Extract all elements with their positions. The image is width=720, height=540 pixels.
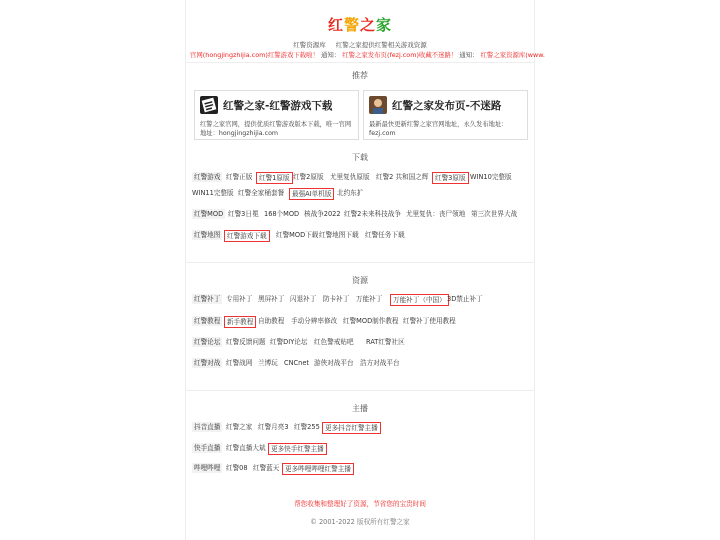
- link-item-highlight[interactable]: 更多抖音红警主播: [322, 422, 381, 434]
- category-label: 红警对战: [194, 359, 221, 367]
- link-item-highlight[interactable]: 最强AI单机版: [289, 188, 334, 200]
- link-item[interactable]: 核战争2022: [304, 210, 341, 218]
- link-item[interactable]: 红警3日冕: [228, 210, 259, 218]
- link-item[interactable]: 红警255: [294, 423, 320, 431]
- section-title-download: 下载: [352, 153, 368, 162]
- link-item[interactable]: 红警正版: [226, 173, 253, 181]
- link-item[interactable]: 防卡补丁: [323, 295, 350, 303]
- footer-copyright: © 2001-2022 版权所有红警之家: [310, 518, 410, 526]
- footer-note: 帮您收集和整理好了资源，节省您的宝贵时间: [294, 500, 426, 508]
- link-item-highlight[interactable]: 更多哔哩哔哩红警主播: [282, 463, 354, 475]
- divider: [186, 262, 534, 263]
- link-item[interactable]: 红警战网: [226, 359, 253, 367]
- logo-char-3: 之: [360, 16, 377, 34]
- page-container: [185, 0, 545, 540]
- logo-char-2: 警: [343, 16, 360, 34]
- link-item[interactable]: 红警月亮3: [258, 423, 289, 431]
- category-label: 红警补丁: [194, 295, 221, 303]
- link-item[interactable]: 红警反馈问题: [226, 338, 266, 346]
- card-desc: 最新最快更新红警之家官网地址，永久发布地址：fezj.com: [369, 121, 508, 137]
- link-item[interactable]: 168个MOD: [264, 210, 300, 218]
- link-item[interactable]: 浩方对战平台: [360, 359, 400, 367]
- link-item[interactable]: 红警08: [226, 464, 248, 472]
- link-item[interactable]: 3D禁止补丁: [447, 295, 483, 303]
- link-item[interactable]: 自助教程: [258, 317, 285, 325]
- section-title-featured: 推荐: [352, 71, 368, 80]
- notice-label-1: 通知：: [321, 51, 341, 59]
- link-item[interactable]: WIN11完整版: [192, 189, 234, 197]
- category-label: 红警论坛: [194, 338, 221, 346]
- tagline-b: 红警之家提供红警相关游戏资源: [335, 41, 427, 49]
- link-item[interactable]: 红警2 共和国之辉: [376, 173, 429, 181]
- category-label: 抖音直播: [194, 423, 221, 431]
- link-item-highlight[interactable]: 红警游戏下载: [224, 230, 270, 242]
- category-label: 哔哩哔哩: [194, 464, 221, 472]
- divider: [186, 62, 534, 63]
- featured-card-1[interactable]: [194, 90, 359, 140]
- link-item-highlight[interactable]: 红警3原版: [432, 172, 469, 184]
- link-item[interactable]: RAT红警社区: [366, 338, 405, 346]
- link-item[interactable]: 红警直播大斌: [226, 444, 266, 452]
- link-item[interactable]: 红警2未来科技战争: [344, 210, 401, 218]
- link-item[interactable]: 游侠对战平台: [314, 359, 354, 367]
- link-item[interactable]: 手动分辨率修改: [291, 317, 338, 325]
- link-item[interactable]: 红警补丁使用教程: [403, 317, 456, 325]
- notice-text-2[interactable]: 红警之家发布页(fezj.com)收藏不迷路！: [342, 51, 458, 59]
- link-item[interactable]: 尤里复仇原版: [330, 173, 370, 181]
- logo-char-4: 家: [376, 16, 393, 34]
- link-item-highlight[interactable]: 万能补丁（中国）: [390, 294, 449, 306]
- section-title-streams: 主播: [352, 404, 368, 413]
- link-item[interactable]: 红警地图下载: [319, 231, 359, 239]
- link-item[interactable]: WIN10完整版: [470, 173, 512, 181]
- link-item[interactable]: 红警蓝天: [253, 464, 280, 472]
- link-item[interactable]: 红警MOD下载: [276, 231, 319, 239]
- divider: [186, 390, 534, 391]
- link-item[interactable]: 第三次世界大战: [471, 210, 518, 218]
- site-logo[interactable]: [186, 14, 534, 35]
- link-item-highlight[interactable]: 红警1原版: [256, 172, 293, 184]
- category-label: 红警教程: [194, 317, 221, 325]
- notice-ticker[interactable]: [190, 50, 545, 60]
- notice-text-1[interactable]: 官网(hongjingzhijia.com)红警游戏下载啦！: [190, 51, 319, 59]
- site-icon: [200, 96, 218, 114]
- link-item[interactable]: 兰博玩: [258, 359, 278, 367]
- link-item[interactable]: 北约东扩: [337, 189, 364, 197]
- avatar-icon: [369, 96, 387, 114]
- site-tagline: [186, 40, 534, 49]
- link-item[interactable]: 黑屏补丁: [258, 295, 285, 303]
- link-item[interactable]: 红色警戒贴吧: [314, 338, 354, 346]
- link-item[interactable]: CNCnet: [284, 359, 309, 367]
- notice-label-2: 通知：: [459, 51, 479, 59]
- link-item[interactable]: 红警之家: [226, 423, 253, 431]
- featured-card-2[interactable]: [363, 90, 528, 140]
- link-item[interactable]: 红警任务下载: [365, 231, 405, 239]
- card-title: 红警之家发布页-不迷路: [392, 100, 502, 112]
- category-label: 红警地图: [194, 231, 221, 239]
- link-item[interactable]: 红警DIY论坛: [270, 338, 308, 346]
- link-item[interactable]: 万能补丁: [356, 295, 383, 303]
- link-item[interactable]: 红警2原版: [293, 173, 324, 181]
- link-item[interactable]: 闪退补丁: [290, 295, 317, 303]
- link-item[interactable]: 专用补丁: [226, 295, 253, 303]
- logo-char-1: 红: [327, 16, 344, 34]
- link-item-highlight[interactable]: 新手教程: [224, 316, 256, 328]
- link-item[interactable]: 红警MOD制作教程: [343, 317, 399, 325]
- link-item-highlight[interactable]: 更多快手红警主播: [268, 443, 327, 455]
- notice-text-3[interactable]: 红警之家资源库(www.: [480, 51, 545, 59]
- card-title: 红警之家-红警游戏下载: [223, 100, 333, 112]
- tagline-a: 红警资源库: [293, 41, 326, 49]
- section-title-resources: 资源: [352, 276, 368, 285]
- category-label: 红警游戏: [194, 173, 221, 181]
- category-label: 红警MOD: [194, 210, 224, 218]
- link-item[interactable]: 尤里复仇：丧尸领地: [406, 210, 466, 218]
- card-desc: 红警之家官网，提供优质红警游戏版本下载，唯一官网地址：hongjingzhijia.com: [200, 121, 352, 137]
- link-item[interactable]: 红警全家桶套餐: [238, 189, 285, 197]
- category-label: 快手直播: [194, 444, 221, 452]
